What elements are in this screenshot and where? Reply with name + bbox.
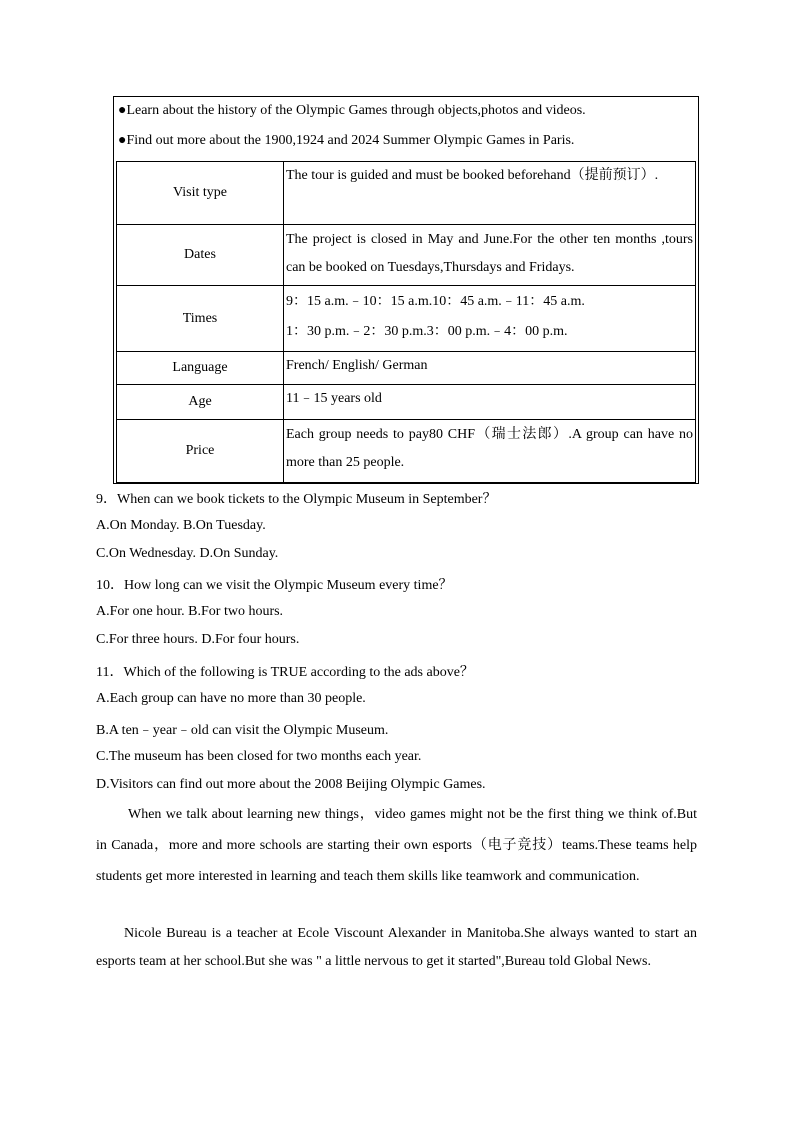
row-label-dates: Dates <box>117 225 284 286</box>
table-row-age <box>117 385 696 420</box>
passage-paragraph-1 <box>96 799 697 892</box>
question-10: 10．How long can we visit the Olympic Museum every time？ <box>96 578 453 593</box>
row-label-age: Age <box>117 385 284 420</box>
question-11-option-a: A.Each group can have no more than 30 people. <box>96 691 366 706</box>
table-row-price <box>117 420 696 483</box>
table-row-times <box>117 286 696 352</box>
table-row-dates <box>117 225 696 286</box>
question-11-option-d: D.Visitors can find out more about the 2008 Beijing Olympic Games. <box>96 777 486 792</box>
ad-bullet-history: ●Learn about the history of the Olympic Games through objects,photos and videos. <box>118 103 586 118</box>
question-9-options-cd: C.On Wednesday. D.On Sunday. <box>96 546 279 561</box>
passage-p2-text: Nicole Bureau is a teacher at Ecole Viscount Alexander in Manitoba.She always wanted to start an esports team at her school.But she was " a little nervous to get it started",Bureau told Global News. <box>96 926 697 969</box>
times-morning: 9：15 a.m.﹣10：15 a.m.10：45 a.m.﹣11：45 a.m. <box>286 294 585 309</box>
table-row-language <box>117 352 696 385</box>
times-afternoon: 1：30 p.m.﹣2：30 p.m.3：00 p.m.﹣4：00 p.m. <box>286 324 568 339</box>
museum-ad-box <box>113 96 699 484</box>
row-value-price: Each group needs to pay80 CHF（瑞士法郎）.A group can have no more than 25 people. <box>284 420 696 483</box>
passage-paragraph-2 <box>96 920 697 976</box>
question-9-options-ab: A.On Monday. B.On Tuesday. <box>96 518 266 533</box>
row-value-times <box>284 286 696 352</box>
question-9: 9．When can we book tickets to the Olympic Museum in September？ <box>96 492 497 507</box>
visit-info-table <box>116 161 696 483</box>
row-label-price: Price <box>117 420 284 483</box>
row-value-visit-type: The tour is guided and must be booked beforehand（提前预订）. <box>284 162 696 225</box>
question-10-options-cd: C.For three hours. D.For four hours. <box>96 632 300 647</box>
row-label-visit-type: Visit type <box>117 162 284 225</box>
question-11-option-c: C.The museum has been closed for two months each year. <box>96 749 422 764</box>
question-11-option-b: B.A ten﹣year﹣old can visit the Olympic Museum. <box>96 723 389 738</box>
question-11: 11．Which of the following is TRUE according to the ads above？ <box>96 665 474 680</box>
table-row-visit-type <box>117 162 696 225</box>
row-label-language: Language <box>117 352 284 385</box>
question-10-options-ab: A.For one hour. B.For two hours. <box>96 604 284 619</box>
passage-p1-text: When we talk about learning new things，video games might not be the first thing we think of.But in Canada，more and more schools are starting their own esports（电子竞技）teams.These teams help students get more interested in learning and teach them skills like teamwork and communication. <box>96 807 697 884</box>
row-label-times: Times <box>117 286 284 352</box>
row-value-age: 11﹣15 years old <box>284 385 696 420</box>
ad-bullet-paris-games: ●Find out more about the 1900,1924 and 2024 Summer Olympic Games in Paris. <box>118 133 575 148</box>
row-value-language: French/ English/ German <box>284 352 696 385</box>
row-value-dates: The project is closed in May and June.For the other ten months ,tours can be booked on Tuesdays,Thursdays and Fridays. <box>284 225 696 286</box>
